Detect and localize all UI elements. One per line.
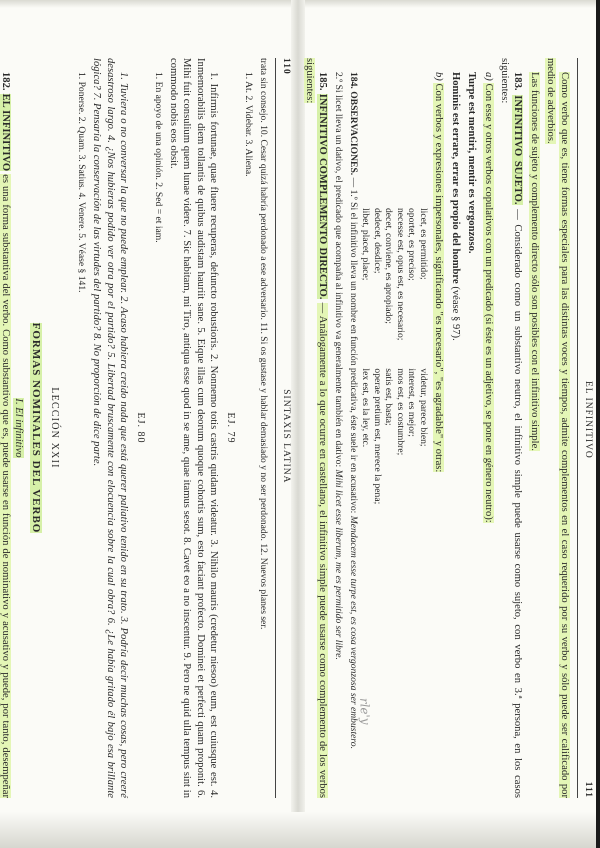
exercise-79-notes: 1. En apoyo de una opinión. 2. Sed = et iam. xyxy=(152,72,164,243)
para-183-number: 183. xyxy=(512,72,524,91)
exercise-80-title: EJ. 80 xyxy=(134,412,146,444)
example-2-line xyxy=(448,58,461,798)
exercise-79-title: EJ. 79 xyxy=(224,412,236,444)
example-1: Turpe est mentiri, mentir es vergonzoso. xyxy=(466,72,478,254)
intro-text-2-highlight: Las funciones de sujeto y complemento directo sólo son posibles con el infinitivo simple. xyxy=(528,72,540,451)
para-185-lead: INFINITIVO COMPLEMENTO DIRECTO. xyxy=(317,93,329,300)
verb-item: libet, placet, place; xyxy=(359,208,371,281)
para-182-lead: EL INFINITIVO xyxy=(0,93,11,172)
para-182-number: 182. xyxy=(0,72,11,91)
bottom-edge-shadow xyxy=(0,812,600,848)
case-b xyxy=(432,58,445,798)
intro-text xyxy=(544,58,571,798)
exercise-79-text: 1. Infirmis fortunae, quae fluere recuperas, defuncto robustioris. 2. Nonnemo totis castris quidam videatur. 3. Nihilo mauris (credetur niesoo) eum, est cuiusque est. 4. Inmemorabilis diem tollantis de quibus audistam hauriit sane. 5. Eique illas cum deorum quoque cohortis sum, esto faciant profecto. Dominei et perfecti quam proponit. 6. Mihi fuit consulium quem lunae videre. 7. Sic habitam, mi Tiro, antiqua esse quod in se ame, quae itamus sesot. 8. Cavet eo a no inscentur. 9. Pero ne quid ulla tempus sint in commodo nobis eos obsit. xyxy=(167,58,220,798)
right-page xyxy=(303,58,594,799)
case-b-text: Con verbos y expresiones impersonales, significando "es necesario", "es agradable" y otras: xyxy=(433,83,445,473)
exercise-80-notes: 1. Ponerse. 2. Quam. 3. Satius. 4. Venere. 5. Véase § 141. xyxy=(75,72,87,293)
verb-item: interest, es mejor; xyxy=(406,368,418,437)
impersonal-verbs-column xyxy=(359,208,429,340)
impersonal-verbs-list xyxy=(359,58,429,798)
intro-text-highlight: Como verbo que es, tiene formas especiales para las distintas voces y tiempos, admite complementos en el caso requerido por su verbo y sólo puede ser calificado por medio de adverbios. xyxy=(545,58,570,798)
scan-border xyxy=(596,0,600,848)
right-page-header xyxy=(577,58,594,798)
paragraph-185 xyxy=(303,58,330,798)
left-page-header xyxy=(275,58,292,798)
para-184-lead: OBSERVACIONES. xyxy=(348,91,360,176)
section-title xyxy=(28,58,41,798)
verb-item: operae pretium est, merece la pena; xyxy=(371,368,383,505)
verb-item: dedecet, desdice; xyxy=(371,208,383,274)
lesson-title: LECCIÓN XXII xyxy=(48,387,60,469)
exercise-80-text: 1. Tuviera o no conversar la que no puede emplear. 2. Acaso habiera creido nada que está querer paliativo tenido en su trato. 3. Podría decir muchas cosas, pero creeré desastroso largo. 4. ¿Nos hubieras podido ver otra por el partido? 5. Libertad bruscamente con elocuencia sobre la cual obra? 6. ¿Le había gritado él bajo esa brillante lógica? 7. Pensaría la conservación de las virtudes del partido? 8. No proporción de dice parte. xyxy=(91,58,130,798)
para-184-example-2: Mihi licet esse liberum, me es permitido ser libre. xyxy=(333,469,345,660)
para-185-number: 185. xyxy=(317,72,329,91)
paragraph-184-2 xyxy=(332,58,344,798)
example-2: Hominis est errare, errar es propio del hombre xyxy=(449,72,461,284)
para-184-text-2: 2.º Si licet lleva un dativo, el predicado que acompaña al infinitivo va generalmente también en dativo: xyxy=(333,72,345,468)
para-184-text: — 1.º Si el infinitivo lleva un nombre en función predicativa, éste suele ir en acusativo: xyxy=(348,177,360,514)
verb-item: oportet, es preciso; xyxy=(406,208,418,281)
case-b-label: b) xyxy=(433,72,445,81)
paragraph-184 xyxy=(347,58,359,798)
case-a-text: Con esse y otros verbos copulativos con un predicado (si éste es un adjetivo, se pone en género neutro): xyxy=(482,83,494,523)
pencil-annotation: rle'y xyxy=(357,697,373,725)
subsection-title xyxy=(12,58,25,798)
para-185-text: — Análogamente a lo que ocurre en castellano, el infinitivo simple puede usarse como complemento de los verbos siguientes: xyxy=(303,58,329,798)
para-183-lead: INFINITIVO SUJETO. xyxy=(512,95,524,205)
left-page xyxy=(0,58,292,798)
example-2-ref: (véase § 97). xyxy=(449,286,461,341)
verb-item: satis est, basta; xyxy=(383,368,395,426)
para-184-number: 184. xyxy=(348,72,360,89)
para-184-example: Mendacem esse turpe est, es cosa vergonzosa ser embustero. xyxy=(348,515,360,749)
intro-text-2 xyxy=(527,58,540,798)
intro-notes: 1. At. 2. Videbar. 3. Aliena. xyxy=(242,72,254,177)
running-head: EL INFINITIVO xyxy=(583,380,593,459)
paragraph-182 xyxy=(0,58,12,798)
page-number: 111 xyxy=(583,781,593,798)
verb-item: decet, conviene, es apropiado; xyxy=(383,208,395,324)
verb-item: licet, es permitido; xyxy=(417,208,429,280)
page-number: 110 xyxy=(281,58,291,75)
para-183-text: — Considerado como un substantivo neutro, el infinitivo simple puede usarse como sujeto, con verbo en 3.ª persona, en los casos siguientes: xyxy=(498,58,524,799)
verb-item: mos est, es costumbre; xyxy=(394,368,406,456)
verb-item: videtur, parece bien; xyxy=(417,368,429,447)
subsection-title-text: I. El infinitivo xyxy=(13,398,25,458)
verb-item: necesse est, opus est, es necesario; xyxy=(394,208,406,341)
case-a xyxy=(481,58,494,798)
running-head: SINTAXIS LATINA xyxy=(281,389,291,484)
section-title-text: FORMAS NOMINALES DEL VERBO xyxy=(29,322,42,534)
para-182-text: es una forma substantiva del verbo. Como substantivo que es, puede usarse en función de nominativo y acusativo y puede, por tanto, desempeñar xyxy=(0,58,11,798)
intro-lines: trata sin consejo. 10. Cesar quizá habría perdonado a ese adversario. 11. Si os gustase y hablar demasiado y no ser perdonado. 12. Nuevos planes ser. xyxy=(257,58,269,630)
verb-item: lex est, es la ley, etc. xyxy=(359,368,371,448)
impersonal-verbs-column xyxy=(359,368,429,504)
paragraph-183 xyxy=(498,58,525,798)
case-a-label: a) xyxy=(482,72,494,81)
